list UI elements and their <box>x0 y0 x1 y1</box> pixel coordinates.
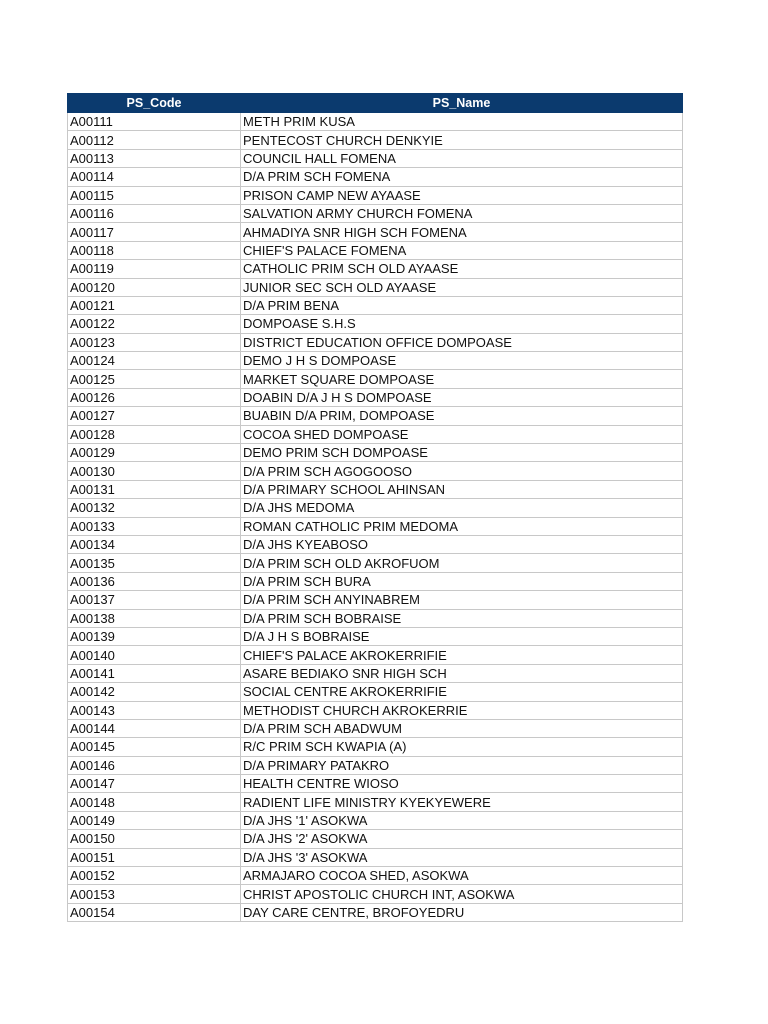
table-row <box>68 554 683 572</box>
ps-code-cell: A00136 <box>68 572 241 590</box>
table-row <box>68 683 683 701</box>
ps-code-cell: A00130 <box>68 462 241 480</box>
table-row <box>68 627 683 645</box>
ps-code-cell: A00115 <box>68 186 241 204</box>
ps-code-cell: A00141 <box>68 664 241 682</box>
table-row <box>68 591 683 609</box>
table-header-row <box>68 94 683 113</box>
table-row <box>68 535 683 553</box>
ps-name-cell: METHODIST CHURCH AKROKERRIE <box>241 701 683 719</box>
ps-code-cell: A00154 <box>68 903 241 921</box>
table-row <box>68 241 683 259</box>
ps-code-cell: A00116 <box>68 204 241 222</box>
ps-name-cell: D/A JHS '3' ASOKWA <box>241 848 683 866</box>
table-row <box>68 388 683 406</box>
ps-code-cell: A00111 <box>68 113 241 131</box>
ps-name-cell: D/A JHS KYEABOSO <box>241 535 683 553</box>
ps-name-cell: D/A PRIM SCH OLD AKROFUOM <box>241 554 683 572</box>
table-row <box>68 425 683 443</box>
table-row <box>68 278 683 296</box>
table-row <box>68 867 683 885</box>
table-row <box>68 480 683 498</box>
ps-name-cell: MARKET SQUARE DOMPOASE <box>241 370 683 388</box>
ps-name-cell: ROMAN CATHOLIC PRIM MEDOMA <box>241 517 683 535</box>
ps-code-cell: A00147 <box>68 775 241 793</box>
ps-code-cell: A00138 <box>68 609 241 627</box>
ps-name-cell: CHIEF'S PALACE FOMENA <box>241 241 683 259</box>
ps-code-cell: A00134 <box>68 535 241 553</box>
ps-name-cell: METH PRIM KUSA <box>241 113 683 131</box>
ps-name-cell: DOMPOASE S.H.S <box>241 315 683 333</box>
table-row <box>68 260 683 278</box>
ps-name-cell: D/A JHS '1' ASOKWA <box>241 811 683 829</box>
table-row <box>68 168 683 186</box>
ps-code-cell: A00128 <box>68 425 241 443</box>
table-row <box>68 204 683 222</box>
table-row <box>68 352 683 370</box>
table-row <box>68 499 683 517</box>
ps-name-cell: D/A PRIM SCH FOMENA <box>241 168 683 186</box>
table-row <box>68 609 683 627</box>
table-row <box>68 462 683 480</box>
ps-name-cell: CHIEF'S PALACE AKROKERRIFIE <box>241 646 683 664</box>
ps-name-cell: DEMO J H S DOMPOASE <box>241 352 683 370</box>
ps-code-cell: A00151 <box>68 848 241 866</box>
table-row <box>68 517 683 535</box>
table-row <box>68 719 683 737</box>
column-header-ps-code: PS_Code <box>68 94 241 113</box>
ps-code-cell: A00114 <box>68 168 241 186</box>
table-row <box>68 370 683 388</box>
table-row <box>68 664 683 682</box>
ps-name-cell: ARMAJARO COCOA SHED, ASOKWA <box>241 867 683 885</box>
ps-code-cell: A00139 <box>68 627 241 645</box>
table-row <box>68 407 683 425</box>
ps-code-cell: A00131 <box>68 480 241 498</box>
ps-name-cell: CATHOLIC PRIM SCH OLD AYAASE <box>241 260 683 278</box>
table-row <box>68 333 683 351</box>
ps-code-cell: A00145 <box>68 738 241 756</box>
table-row <box>68 830 683 848</box>
ps-code-cell: A00120 <box>68 278 241 296</box>
ps-code-cell: A00126 <box>68 388 241 406</box>
ps-code-cell: A00140 <box>68 646 241 664</box>
ps-name-cell: D/A PRIMARY SCHOOL AHINSAN <box>241 480 683 498</box>
ps-code-cell: A00132 <box>68 499 241 517</box>
table-row <box>68 701 683 719</box>
ps-code-cell: A00143 <box>68 701 241 719</box>
ps-code-cell: A00137 <box>68 591 241 609</box>
ps-name-cell: SALVATION ARMY CHURCH FOMENA <box>241 204 683 222</box>
ps-name-cell: CHRIST APOSTOLIC CHURCH INT, ASOKWA <box>241 885 683 903</box>
ps-name-cell: COUNCIL HALL FOMENA <box>241 149 683 167</box>
table-row <box>68 315 683 333</box>
column-header-ps-name: PS_Name <box>241 94 683 113</box>
table-row <box>68 149 683 167</box>
ps-name-cell: PENTECOST CHURCH DENKYIE <box>241 131 683 149</box>
table-row <box>68 738 683 756</box>
ps-name-cell: DISTRICT EDUCATION OFFICE DOMPOASE <box>241 333 683 351</box>
ps-code-cell: A00117 <box>68 223 241 241</box>
table-row <box>68 223 683 241</box>
ps-name-cell: R/C PRIM SCH KWAPIA (A) <box>241 738 683 756</box>
ps-name-cell: D/A JHS MEDOMA <box>241 499 683 517</box>
ps-name-cell: BUABIN D/A PRIM, DOMPOASE <box>241 407 683 425</box>
ps-name-cell: AHMADIYA SNR HIGH SCH FOMENA <box>241 223 683 241</box>
ps-name-cell: DOABIN D/A J H S DOMPOASE <box>241 388 683 406</box>
polling-station-table-container <box>67 93 682 922</box>
ps-name-cell: PRISON CAMP NEW AYAASE <box>241 186 683 204</box>
table-row <box>68 186 683 204</box>
ps-code-cell: A00122 <box>68 315 241 333</box>
ps-code-cell: A00133 <box>68 517 241 535</box>
table-body <box>68 113 683 922</box>
ps-name-cell: DEMO PRIM SCH DOMPOASE <box>241 444 683 462</box>
ps-code-cell: A00118 <box>68 241 241 259</box>
table-row <box>68 572 683 590</box>
table-row <box>68 444 683 462</box>
ps-code-cell: A00123 <box>68 333 241 351</box>
table-row <box>68 113 683 131</box>
ps-name-cell: COCOA SHED DOMPOASE <box>241 425 683 443</box>
table-row <box>68 848 683 866</box>
ps-name-cell: D/A PRIM SCH BURA <box>241 572 683 590</box>
table-row <box>68 296 683 314</box>
ps-code-cell: A00113 <box>68 149 241 167</box>
ps-code-cell: A00124 <box>68 352 241 370</box>
ps-name-cell: JUNIOR SEC SCH OLD AYAASE <box>241 278 683 296</box>
polling-station-table <box>67 93 683 922</box>
ps-name-cell: D/A PRIMARY PATAKRO <box>241 756 683 774</box>
ps-name-cell: D/A PRIM SCH ABADWUM <box>241 719 683 737</box>
table-row <box>68 793 683 811</box>
ps-name-cell: ASARE BEDIAKO SNR HIGH SCH <box>241 664 683 682</box>
ps-name-cell: HEALTH CENTRE WIOSO <box>241 775 683 793</box>
ps-code-cell: A00146 <box>68 756 241 774</box>
table-row <box>68 756 683 774</box>
ps-code-cell: A00152 <box>68 867 241 885</box>
ps-code-cell: A00121 <box>68 296 241 314</box>
ps-name-cell: D/A JHS '2' ASOKWA <box>241 830 683 848</box>
ps-code-cell: A00112 <box>68 131 241 149</box>
ps-code-cell: A00144 <box>68 719 241 737</box>
table-row <box>68 131 683 149</box>
table-row <box>68 775 683 793</box>
ps-name-cell: DAY CARE CENTRE, BROFOYEDRU <box>241 903 683 921</box>
ps-name-cell: SOCIAL CENTRE AKROKERRIFIE <box>241 683 683 701</box>
table-row <box>68 885 683 903</box>
ps-name-cell: D/A J H S BOBRAISE <box>241 627 683 645</box>
ps-code-cell: A00127 <box>68 407 241 425</box>
ps-name-cell: D/A PRIM BENA <box>241 296 683 314</box>
ps-code-cell: A00129 <box>68 444 241 462</box>
ps-code-cell: A00149 <box>68 811 241 829</box>
ps-name-cell: RADIENT LIFE MINISTRY KYEKYEWERE <box>241 793 683 811</box>
ps-code-cell: A00142 <box>68 683 241 701</box>
ps-code-cell: A00119 <box>68 260 241 278</box>
ps-name-cell: D/A PRIM SCH AGOGOOSO <box>241 462 683 480</box>
ps-code-cell: A00125 <box>68 370 241 388</box>
table-row <box>68 811 683 829</box>
table-row <box>68 646 683 664</box>
ps-code-cell: A00153 <box>68 885 241 903</box>
ps-code-cell: A00150 <box>68 830 241 848</box>
ps-name-cell: D/A PRIM SCH ANYINABREM <box>241 591 683 609</box>
table-row <box>68 903 683 921</box>
ps-code-cell: A00135 <box>68 554 241 572</box>
ps-code-cell: A00148 <box>68 793 241 811</box>
ps-name-cell: D/A PRIM SCH BOBRAISE <box>241 609 683 627</box>
